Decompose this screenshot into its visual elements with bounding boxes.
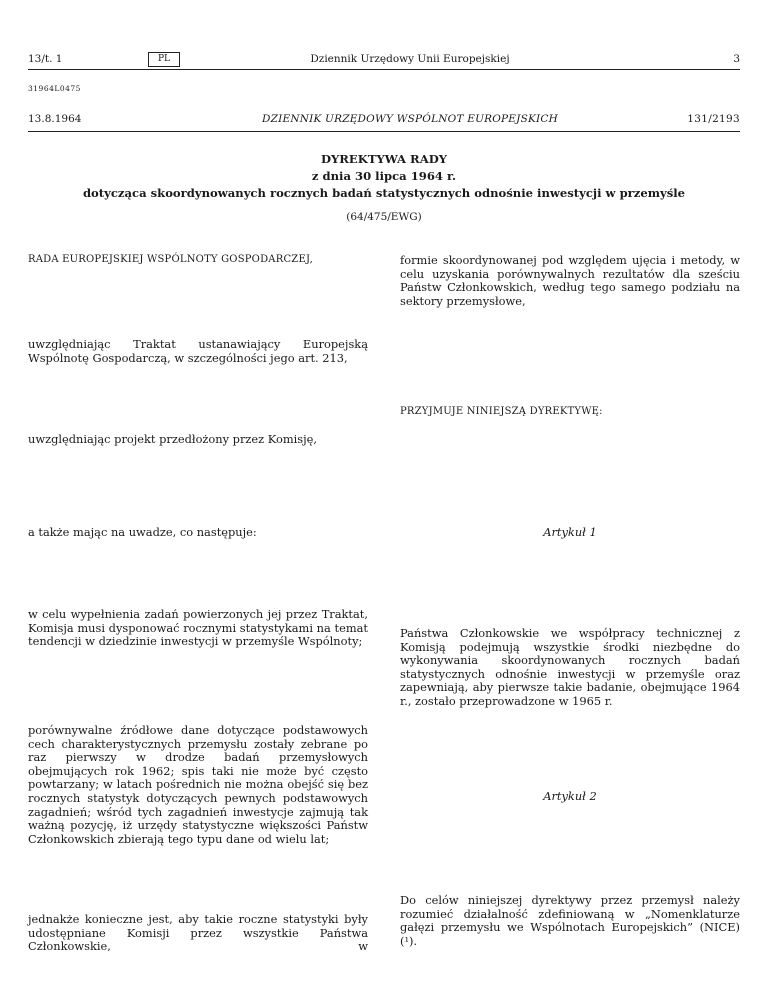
original-page: 131/2193 [687,113,740,125]
recital-3-continued: formie skoordynowanej pod względem ujęcia i metody, w celu uzyskania porównywalnych rezultatów dla sześciu Państw Członkowskich, według tego samego podziału na sektory przemysłowe, [400,253,740,308]
recital-1: w celu wypełnienia zadań powierzonych jej przez Traktat, Komisja musi dysponować rocznymi statystykami na temat tendencji w dziedzinie inwestycji w przemyśle Wspólnoty; [28,607,368,649]
subheader-rule [28,131,740,132]
article-2-text: Do celów niniejszej dyrektywy przez przemysł należy rozumieć działalność zdefiniowaną w „Nomenklaturze gałęzi przemysłu we Wspólnotach Europejskich” (NICE) (¹). [400,893,740,948]
volume-label: 13/t. 1 [28,53,63,65]
council-heading: RADA EUROPEJSKIEJ WSPÓLNOTY GOSPODARCZEJ, [28,254,313,265]
recital-commission: uwzględniając projekt przedłożony przez Komisję, [28,432,318,446]
original-date: 13.8.1964 [28,113,82,125]
directive-date: z dnia 30 lipca 1964 r. [311,169,457,183]
language-badge: PL [148,52,180,67]
recital-3: jednakże konieczne jest, aby takie roczne statystyki były udostępniane Komisji przez wszystkie Państwa Członkowskie, w [28,912,368,954]
celex-number: 31964L0475 [28,84,81,93]
recital-2: porównywalne źródłowe dane dotyczące podstawowych cech charakterystycznych przemysłu zostały zebrane po raz pierwszy w drodze badań przemysłowych obejmujących rok 1962; spis taki nie może być często powtarzany; w latach pośrednich nie można obejść się bez rocznych statystyk dotyczących pewnych podstawowych zagadnień; wśród tych zagadnień inwestycje zajmują tak ważną pozycję, iż urzędy statystyczne większości Państw Członkowskich zbierają tego typu dane od wielu lat; [28,723,368,846]
article-1-text: Państwa Członkowskie we współpracy technicznej z Komisją podejmują wszystkie środki niezbędne do wykonywania skoordynowanych rocznych badań statystycznych odnośnie inwestycji w przemyśle oraz zapewniają, aby pierwsze takie badanie, obejmujące 1964 r., zostało przeprowadzone w 1965 r. [400,626,740,708]
article-2-heading: Artykuł 2 [543,789,597,803]
article-1-heading: Artykuł 1 [543,525,597,539]
recital-treaty: uwzględniając Traktat ustanawiający Europejską Wspólnotę Gospodarczą, w szczególności jego art. 213, [28,337,368,365]
original-journal-title: DZIENNIK URZĘDOWY WSPÓLNOT EUROPEJSKICH [262,113,558,125]
recital-intro: a także mając na uwadze, co następuje: [28,525,257,539]
directive-reference: (64/475/EWG) [346,211,422,223]
header-rule [28,69,740,70]
adopts-heading: PRZYJMUJE NINIEJSZĄ DYREKTYWĘ: [400,406,603,417]
directive-subject: dotycząca skoordynowanych rocznych badań statystycznych odnośnie inwestycji w przemyśle [82,186,686,200]
journal-title: Dziennik Urzędowy Unii Europejskiej [310,53,510,65]
directive-title: DYREKTYWA RADY [320,152,448,166]
page-number: 3 [733,53,740,65]
